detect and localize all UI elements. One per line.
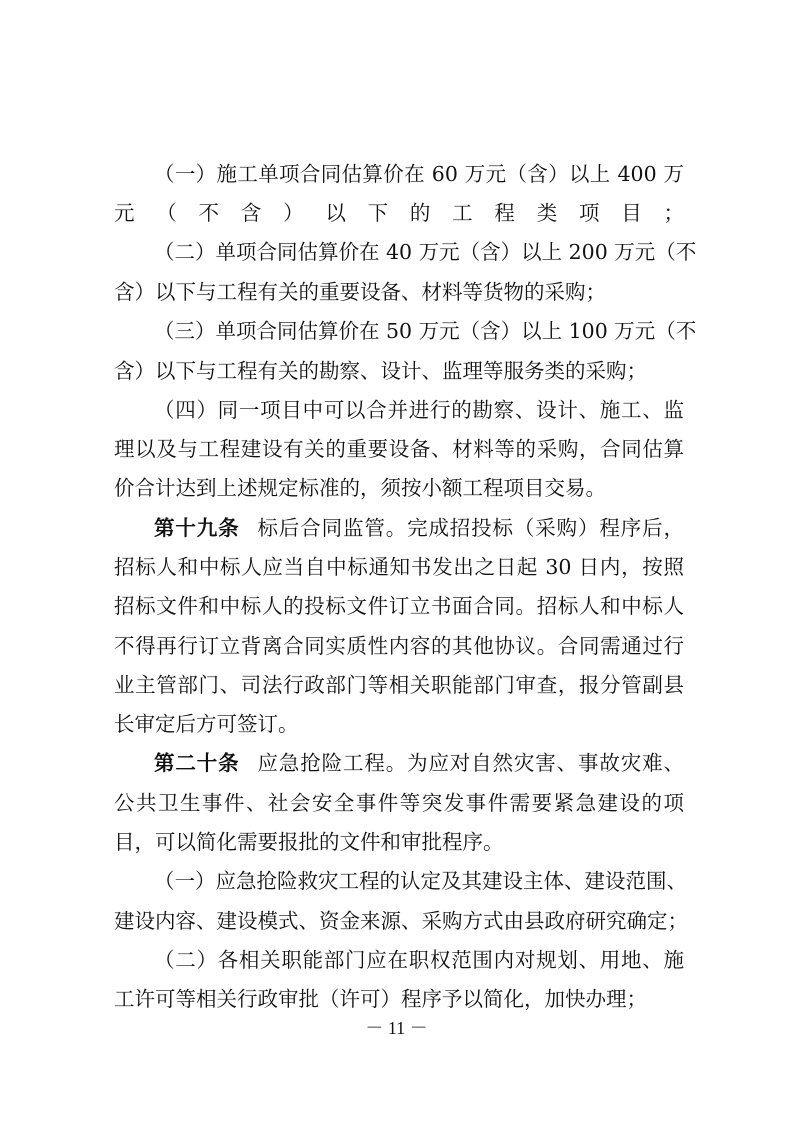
- text-line: 目，可以简化需要报批的文件和审批程序。: [114, 830, 504, 854]
- text-line: （一）施工单项合同估算价在 60 万元（含）以上 400 万: [154, 162, 684, 186]
- text-line: 应急抢险工程。为应对自然灾害、事故灾难、: [257, 751, 685, 775]
- text-line: （三）单项合同估算价在 50 万元（含）以上 100 万元（不: [154, 319, 697, 343]
- text-line: 含）以下与工程有关的勘察、设计、监理等服务类的采购；: [114, 359, 647, 383]
- text-line: 不得再行订立背离合同实质性内容的其他协议。合同需通过行: [114, 634, 684, 658]
- article-19-title: 第十九条: [154, 516, 240, 540]
- text-line: 建设内容、建设模式、资金来源、采购方式由县政府研究确定；: [114, 909, 688, 933]
- text-line: 理以及与工程建设有关的重要设备、材料等的采购，合同估算: [114, 437, 684, 461]
- text-line: 元（不含）以下的工程类项目；: [114, 201, 684, 225]
- text-line: （二）各相关职能部门应在职权范围内对规划、用地、施: [154, 948, 684, 972]
- article-19-first-line: [154, 516, 684, 540]
- text-line: （四）同一项目中可以合并进行的勘察、设计、施工、监: [154, 398, 684, 422]
- text-line: 招标文件和中标人的投标文件订立书面合同。招标人和中标人: [114, 594, 684, 618]
- text-line: （一）应急抢险救灾工程的认定及其建设主体、建设范围、: [154, 869, 687, 893]
- text-line: 长审定后方可签订。: [114, 712, 299, 736]
- text-line: 招标人和中标人应当自中标通知书发出之日起 30 日内，按照: [114, 555, 684, 579]
- text-line: （二）单项合同估算价在 40 万元（含）以上 200 万元（不: [154, 240, 697, 264]
- text-line: 标后合同监管。完成招投标（采购）程序后，: [257, 516, 685, 540]
- text-line: 工许可等相关行政审批（许可）程序予以简化，加快办理；: [114, 987, 647, 1011]
- article-20-title: 第二十条: [154, 751, 240, 775]
- text-line: 公共卫生事件、社会安全事件等突发事件需要紧急建设的项: [114, 791, 684, 815]
- article-20-first-line: [154, 751, 684, 775]
- page-number: － 11 －: [365, 1018, 428, 1038]
- text-line: 含）以下与工程有关的重要设备、材料等货物的采购；: [114, 280, 606, 304]
- text-line: 价合计达到上述规定标准的，须按小额工程项目交易。: [114, 476, 606, 500]
- text-line: 业主管部门、司法行政部门等相关职能部门审查，报分管副县: [114, 673, 684, 697]
